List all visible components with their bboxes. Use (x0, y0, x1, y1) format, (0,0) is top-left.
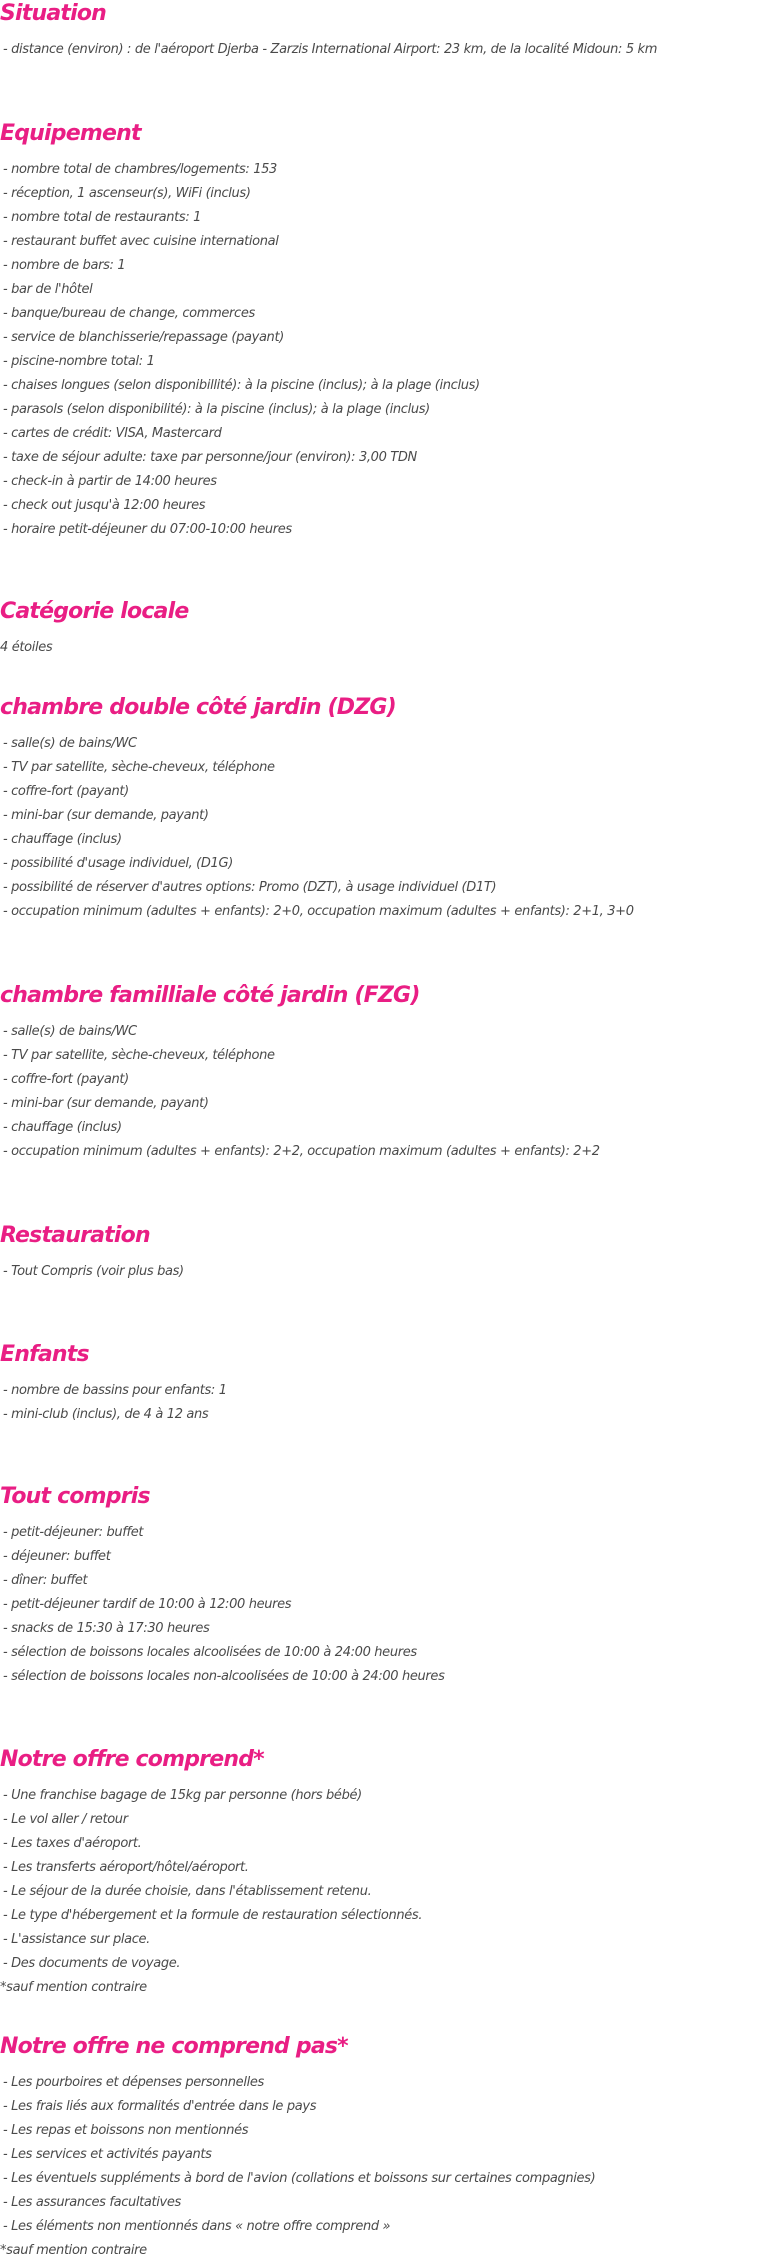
list-item: - chaises longues (selon disponibillité): à la piscine (inclus); à la plage (inclus) (3, 378, 480, 393)
list-item: - Le séjour de la durée choisie, dans l'établissement retenu. (3, 1884, 372, 1899)
section-title: Enfants (0, 1342, 89, 1367)
list-item: - déjeuner: buffet (3, 1549, 111, 1564)
list-item: - Les services et activités payants (3, 2147, 212, 2162)
list-item: - petit-déjeuner: buffet (3, 1525, 144, 1540)
list-item: - TV par satellite, sèche-cheveux, téléphone (3, 760, 275, 775)
list-item: - sélection de boissons locales alcoolisées de 10:00 à 24:00 heures (3, 1645, 417, 1660)
list-item: - Une franchise bagage de 15kg par personne (hors bébé) (3, 1788, 362, 1803)
list-item: - check out jusqu'à 12:00 heures (3, 498, 206, 513)
list-item: - chauffage (inclus) (3, 832, 122, 847)
section-categorie (0, 598, 758, 660)
list-item: - petit-déjeuner tardif de 10:00 à 12:00 heures (3, 1597, 292, 1612)
section-enfants (0, 1341, 758, 1427)
list-item: - L'assistance sur place. (3, 1932, 150, 1947)
section-list (0, 158, 758, 542)
list-item: - Les taxes d'aéroport. (3, 1836, 142, 1851)
section-title: Restauration (0, 1223, 150, 1248)
list-item: - sélection de boissons locales non-alcoolisées de 10:00 à 24:00 heures (3, 1669, 445, 1684)
section-equipement (0, 120, 758, 542)
list-item: - coffre-fort (payant) (3, 1072, 129, 1087)
section-offre-comprend (0, 1746, 758, 2000)
list-item: - possibilité d'usage individuel, (D1G) (3, 856, 233, 871)
list-item: - Les repas et boissons non mentionnés (3, 2123, 249, 2138)
section-dzg (0, 694, 758, 924)
list-item: - Les éventuels suppléments à bord de l'avion (collations et boissons sur certaines compagnies) (3, 2171, 596, 2186)
list-item: - Les éléments non mentionnés dans « notre offre comprend » (3, 2219, 391, 2234)
section-offre-ne-comprend-pas (0, 2033, 758, 2263)
list-item: - piscine-nombre total: 1 (3, 354, 155, 369)
list-item: - dîner: buffet (3, 1573, 88, 1588)
section-fzg (0, 982, 758, 1164)
list-item: - taxe de séjour adulte: taxe par personne/jour (environ): 3,00 TDN (3, 450, 417, 465)
list-item: - horaire petit-déjeuner du 07:00-10:00 heures (3, 522, 292, 537)
section-list (0, 1260, 758, 1284)
list-item: - distance (environ) : de l'aéroport Djerba - Zarzis International Airport: 23 km, de la localité Midoun: 5 km (3, 42, 658, 57)
section-title: Tout compris (0, 1484, 150, 1509)
list-item: - mini-bar (sur demande, payant) (3, 808, 209, 823)
section-list (0, 1784, 758, 2000)
section-title: chambre familliale côté jardin (FZG) (0, 983, 420, 1008)
section-title: Situation (0, 1, 107, 26)
list-item: - nombre total de restaurants: 1 (3, 210, 202, 225)
list-item: - salle(s) de bains/WC (3, 736, 137, 751)
list-item: - cartes de crédit: VISA, Mastercard (3, 426, 222, 441)
list-item: - nombre de bars: 1 (3, 258, 126, 273)
section-title: Catégorie locale (0, 599, 189, 624)
footnote: *sauf mention contraire (0, 1980, 147, 1995)
list-item: - Le vol aller / retour (3, 1812, 128, 1827)
section-list (0, 1379, 758, 1427)
list-item: - réception, 1 ascenseur(s), WiFi (inclus) (3, 186, 251, 201)
list-item: - chauffage (inclus) (3, 1120, 122, 1135)
section-list (0, 38, 758, 62)
section-list (0, 1521, 758, 1689)
list-item: - Tout Compris (voir plus bas) (3, 1264, 184, 1279)
list-item: - occupation minimum (adultes + enfants): 2+0, occupation maximum (adultes + enfants): 2+1, 3+0 (3, 904, 634, 919)
section-title: chambre double côté jardin (DZG) (0, 695, 396, 720)
list-item: - mini-bar (sur demande, payant) (3, 1096, 209, 1111)
section-restauration (0, 1222, 758, 1284)
section-tout-compris (0, 1483, 758, 1689)
list-item: - Les transferts aéroport/hôtel/aéroport. (3, 1860, 249, 1875)
list-item: - Le type d'hébergement et la formule de restauration sélectionnés. (3, 1908, 423, 1923)
section-list (0, 1020, 758, 1164)
section-title: Notre offre comprend* (0, 1747, 264, 1772)
list-item: - check-in à partir de 14:00 heures (3, 474, 217, 489)
list-item: - Les pourboires et dépenses personnelles (3, 2075, 264, 2090)
section-list (0, 2071, 758, 2263)
list-item: 4 étoiles (0, 640, 53, 655)
list-item: - banque/bureau de change, commerces (3, 306, 255, 321)
list-item: - Les frais liés aux formalités d'entrée dans le pays (3, 2099, 317, 2114)
footnote: *sauf mention contraire (0, 2243, 147, 2258)
list-item: - occupation minimum (adultes + enfants): 2+2, occupation maximum (adultes + enfants): 2+2 (3, 1144, 600, 1159)
list-item: - parasols (selon disponibilité): à la piscine (inclus); à la plage (inclus) (3, 402, 430, 417)
list-item: - service de blanchisserie/repassage (payant) (3, 330, 284, 345)
list-item: - TV par satellite, sèche-cheveux, téléphone (3, 1048, 275, 1063)
section-title: Equipement (0, 121, 141, 146)
list-item: - coffre-fort (payant) (3, 784, 129, 799)
list-item: - Les assurances facultatives (3, 2195, 181, 2210)
section-list (0, 732, 758, 924)
section-title: Notre offre ne comprend pas* (0, 2034, 348, 2059)
list-item: - Des documents de voyage. (3, 1956, 181, 1971)
list-item: - restaurant buffet avec cuisine international (3, 234, 279, 249)
list-item: - mini-club (inclus), de 4 à 12 ans (3, 1407, 209, 1422)
list-item: - possibilité de réserver d'autres options: Promo (DZT), à usage individuel (D1T) (3, 880, 497, 895)
section-list (0, 636, 758, 660)
list-item: - salle(s) de bains/WC (3, 1024, 137, 1039)
section-situation (0, 0, 758, 62)
list-item: - snacks de 15:30 à 17:30 heures (3, 1621, 210, 1636)
list-item: - nombre de bassins pour enfants: 1 (3, 1383, 227, 1398)
list-item: - bar de l'hôtel (3, 282, 93, 297)
list-item: - nombre total de chambres/logements: 153 (3, 162, 277, 177)
